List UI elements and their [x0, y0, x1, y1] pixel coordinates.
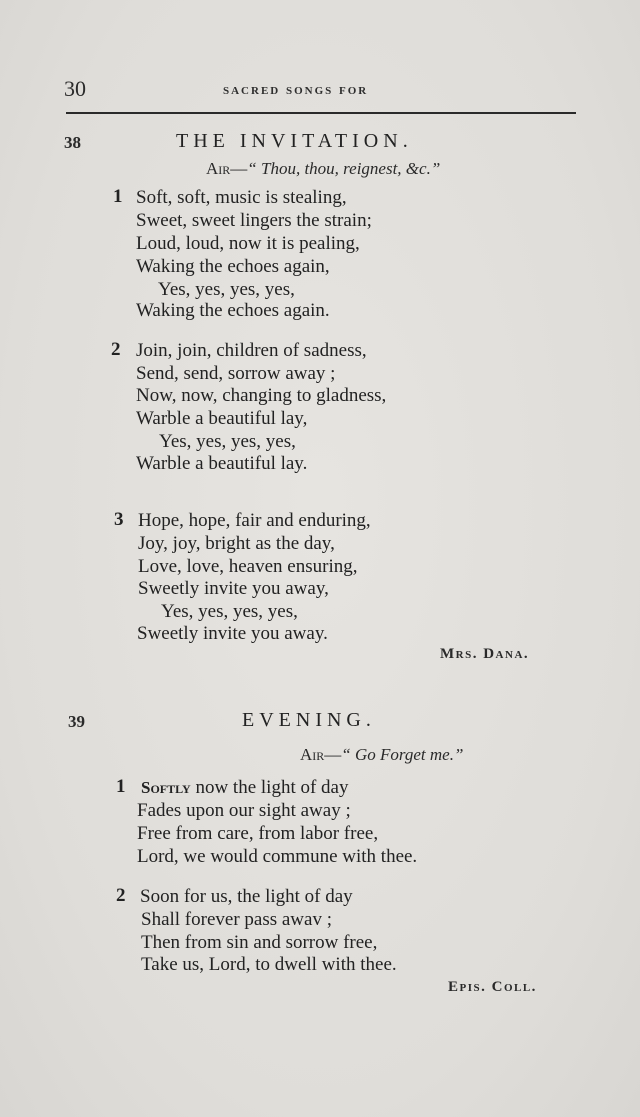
- verse-refrain: Yes, yes, yes, yes,: [159, 431, 296, 452]
- verse-line: Now, now, changing to gladness,: [136, 385, 387, 406]
- verse-line: Send, send, sorrow away ;: [136, 363, 336, 384]
- header-rule: [66, 112, 576, 114]
- verse-line: Sweet, sweet lingers the strain;: [136, 210, 372, 231]
- verse-line: Love, love, heaven ensuring,: [138, 556, 358, 577]
- hymn-air: [300, 745, 463, 765]
- stanza-number: 1: [116, 776, 126, 797]
- verse-line: Sweetly invite you away,: [138, 578, 329, 599]
- page-number: 30: [64, 76, 86, 101]
- verse-line: Warble a beautiful lay.: [136, 453, 308, 474]
- stanza-number: 3: [114, 509, 124, 530]
- air-label: Air—: [300, 745, 342, 764]
- verse-refrain: Yes, yes, yes, yes,: [158, 279, 295, 300]
- verse-line: Lord, we would commune with thee.: [137, 846, 418, 867]
- first-word: Softly: [141, 778, 191, 797]
- hymn-author: Epis. Coll.: [448, 979, 537, 995]
- stanza-number: 2: [116, 885, 126, 906]
- verse-line: Take us, Lord, to dwell with thee.: [141, 954, 397, 975]
- air-tune: “ Go Forget me.”: [341, 745, 464, 764]
- verse-line: Free from care, from labor free,: [137, 823, 379, 844]
- running-head: sacred songs for: [223, 82, 369, 98]
- verse-line: Fades upon our sight away ;: [137, 800, 351, 821]
- air-tune: “ Thou, thou, reignest, &c.”: [247, 159, 441, 178]
- stanza-number: 1: [113, 186, 123, 207]
- verse-refrain: Yes, yes, yes, yes,: [161, 601, 298, 622]
- air-label: Air—: [206, 159, 248, 178]
- stanza-number: 2: [111, 339, 121, 360]
- verse-line: Loud, loud, now it is pealing,: [136, 233, 360, 254]
- verse-line: Sweetly invite you away.: [137, 623, 328, 644]
- hymn-author: Mrs. Dana.: [440, 646, 530, 662]
- verse-line: Hope, hope, fair and enduring,: [138, 510, 371, 531]
- verse-line: Soon for us, the light of day: [140, 886, 353, 907]
- hymn-title: EVENING.: [242, 709, 376, 731]
- hymn-title: THE INVITATION.: [176, 130, 413, 152]
- verse-line: Soft, soft, music is stealing,: [136, 187, 347, 208]
- hymn-air: [206, 159, 440, 179]
- hymn-number: 39: [68, 712, 85, 731]
- verse-line: Warble a beautiful lay,: [136, 408, 308, 429]
- verse-line: [141, 776, 348, 799]
- verse-line: Joy, joy, bright as the day,: [138, 533, 335, 554]
- verse-line-rest: now the light of day: [190, 777, 349, 798]
- verse-line: Waking the echoes again.: [136, 300, 330, 321]
- verse-line: Shall forever pass awav ;: [141, 909, 332, 930]
- hymn-number: 38: [64, 133, 81, 152]
- verse-line: Waking the echoes again,: [136, 256, 330, 277]
- verse-line: Then from sin and sorrow free,: [141, 932, 378, 953]
- verse-line: Join, join, children of sadness,: [136, 340, 367, 361]
